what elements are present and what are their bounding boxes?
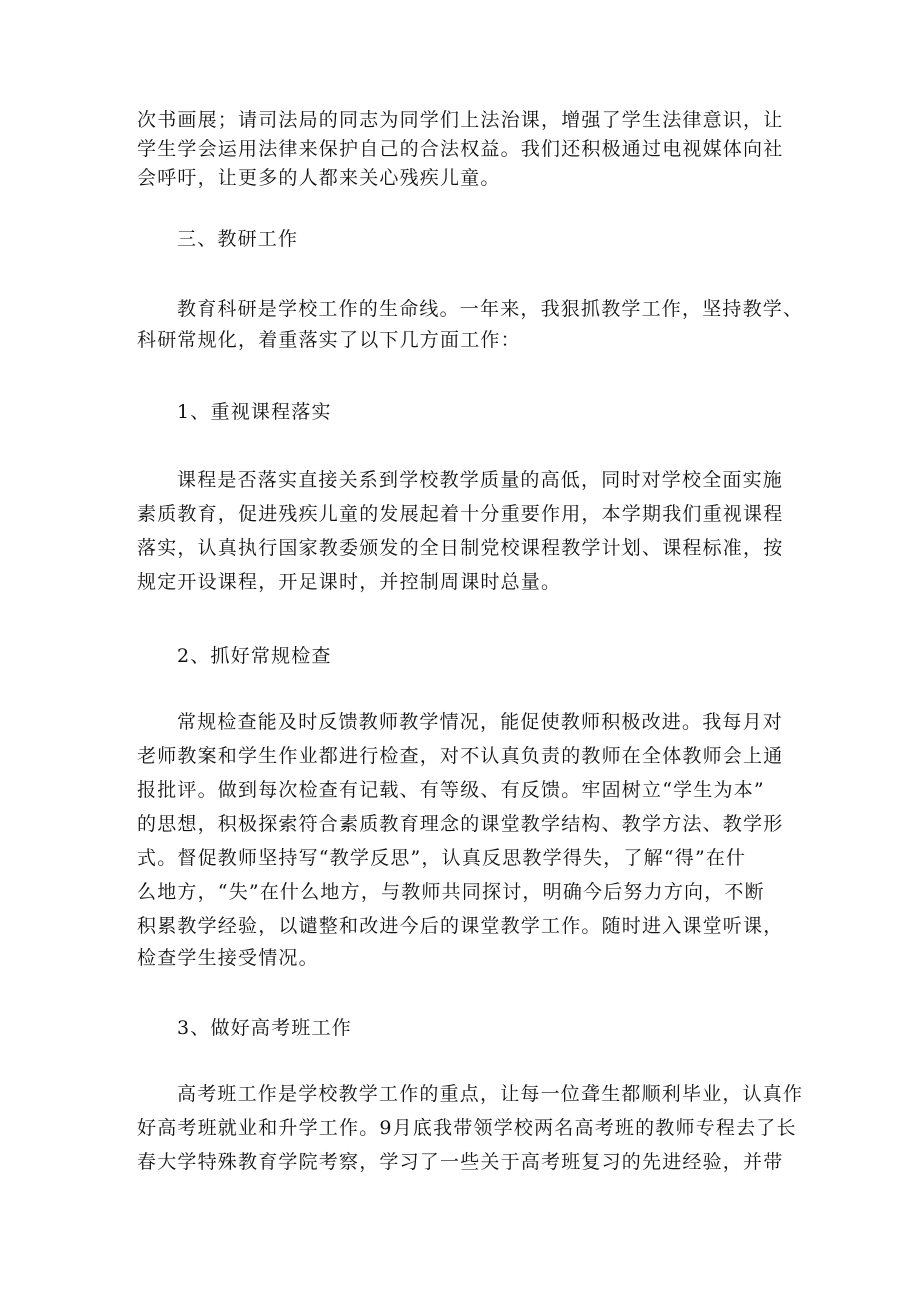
paragraph-line: 科研常规化，着重落实了以下几方面工作： <box>137 329 521 351</box>
paragraph-line: 常规检查能及时反馈教师教学情况，能促使教师积极改进。我每月对 <box>177 711 784 733</box>
paragraph-line: 会呼吁，让更多的人都来关心残疾儿童。 <box>137 167 501 189</box>
paragraph-line: 课程是否落实直接关系到学校教学质量的高低，同时对学校全面实施 <box>177 469 784 491</box>
paragraph-line: 春大学特殊教育学院考察，学习了一些关于高考班复习的先进经验，并带 <box>137 1151 784 1173</box>
paragraph-line: 素质教育，促进残疾儿童的发展起着十分重要作用，本学期我们重视课程 <box>137 503 784 525</box>
paragraph-line: 规定开设课程，开足课时，并控制周课时总量。 <box>137 571 562 593</box>
paragraph-line: 么地方，“失”在什么地方，与教师共同探讨，明确今后努力方向，不断 <box>137 881 765 903</box>
subsection-heading: 2、抓好常规检查 <box>177 645 332 667</box>
section-heading: 三、教研工作 <box>177 228 299 250</box>
paragraph-line: 次书画展；请司法局的同志为同学们上法治课，增强了学生法律意识，让 <box>137 109 784 131</box>
paragraph-line: 积累教学经验，以谴整和改进今后的课堂教学工作。随时进入课堂听课， <box>137 915 784 937</box>
paragraph-line: 检查学生接受情况。 <box>137 947 319 969</box>
paragraph-line: 高考班工作是学校教学工作的重点，让每一位聋生都顺利毕业，认真作 <box>177 1083 804 1105</box>
paragraph-line: 教育科研是学校工作的生命线。一年来，我狠抓教学工作，坚持教学、 <box>177 298 804 320</box>
paragraph-line: 的思想，积极探索符合素质教育理念的课堂教学结构、教学方法、教学形 <box>137 813 784 835</box>
paragraph-line: 式。督促教师坚持写“教学反思”，认真反思教学得失，了解“得”在什 <box>137 847 747 869</box>
paragraph-line: 学生学会运用法律来保护自己的合法权益。我们还积极通过电视媒体向社 <box>137 138 784 160</box>
subsection-heading: 1、重视课程落实 <box>177 401 332 423</box>
paragraph-line: 老师教案和学生作业都进行检查，对不认真负责的教师在全体教师会上通 <box>137 745 784 767</box>
paragraph-line: 好高考班就业和升学工作。9月底我带领学校两名高考班的教师专程去了长 <box>137 1117 797 1139</box>
subsection-heading: 3、做好高考班工作 <box>177 1017 352 1039</box>
paragraph-line: 报批评。做到每次检查有记载、有等级、有反馈。牢固树立“学生为本” <box>137 779 765 801</box>
paragraph-line: 落实，认真执行国家教委颁发的全日制党校课程教学计划、课程标准，按 <box>137 537 784 559</box>
